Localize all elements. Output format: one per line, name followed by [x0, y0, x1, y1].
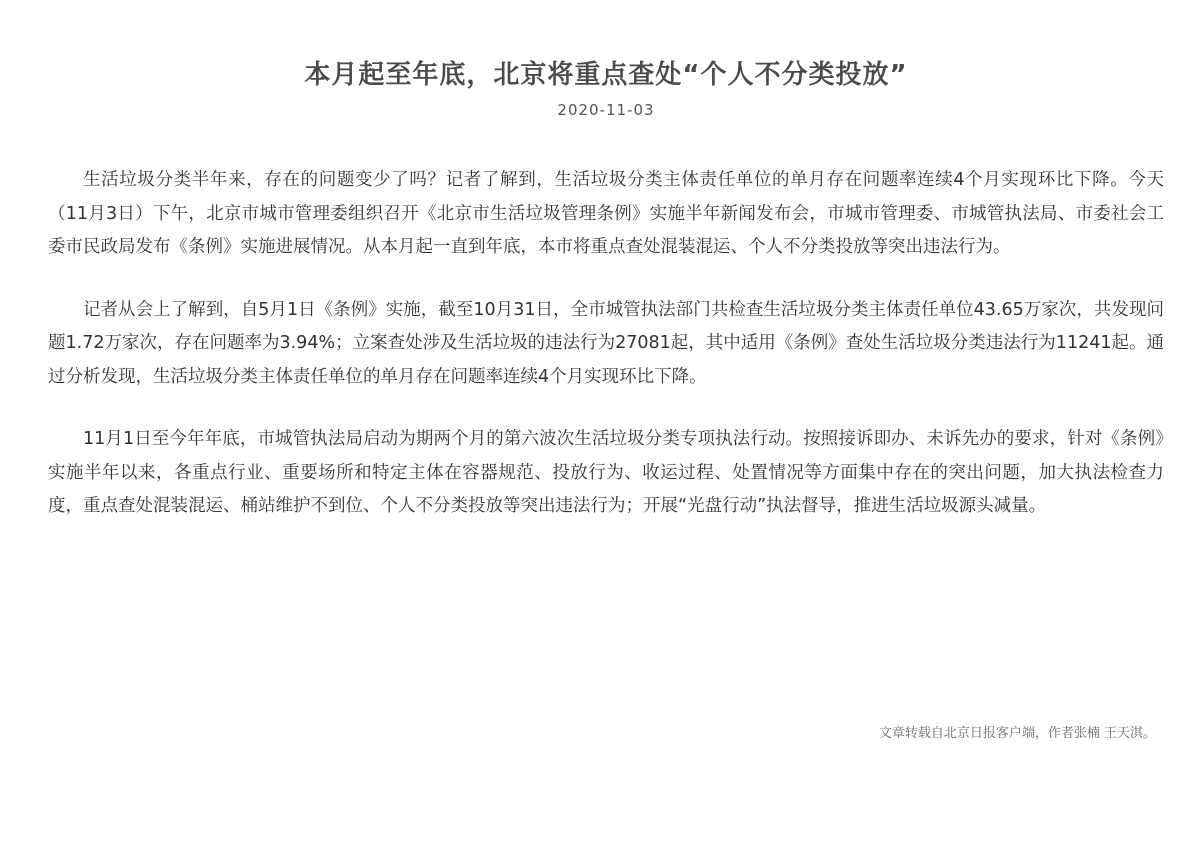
article-body: [48, 164, 1164, 524]
publish-date: 2020-11-03: [557, 101, 655, 119]
article: [48, 0, 1164, 553]
paragraph-2: 记者从会上了解到，自5月1日《条例》实施，截至10月31日，全市城管执法部门共检查生活垃圾分类主体责任单位43.65万家次，共发现问题1.72万家次，存在问题率为3.94%；立案查处涉及生活垃圾的违法行为27081起，其中适用《条例》查处生活垃圾分类违法行为11241起。通过分析发现，生活垃圾分类主体责任单位的单月存在问题率连续4个月实现环比下降。: [48, 299, 1164, 387]
paragraph-3: 11月1日至今年年底，市城管执法局启动为期两个月的第六波次生活垃圾分类专项执法行动。按照接诉即办、未诉先办的要求，针对《条例》实施半年以来，各重点行业、重要场所和特定主体在容器规范、投放行为、收运过程、处置情况等方面集中存在的突出问题，加大执法检查力度，重点查处混装混运、桶站维护不到位、个人不分类投放等突出违法行为；开展“光盘行动”执法督导，推进生活垃圾源头减量。: [48, 429, 1164, 516]
article-title: 本月起至年底，北京将重点查处“个人不分类投放”: [304, 60, 908, 90]
paragraph-1: 生活垃圾分类半年来，存在的问题变少了吗？记者了解到，生活垃圾分类主体责任单位的单月存在问题率连续4个月实现环比下降。今天（11月3日）下午，北京市城市管理委组织召开《北京市生活垃圾管理条例》实施半年新闻发布会，市城市管理委、市城管执法局、市委社会工委市民政局发布《条例》实施进展情况。从本月起一直到年底，本市将重点查处混装混运、个人不分类投放等突出违法行为。: [48, 170, 1164, 257]
source-note: 文章转载自北京日报客户端，作者张楠 王天淇。: [878, 726, 1156, 741]
